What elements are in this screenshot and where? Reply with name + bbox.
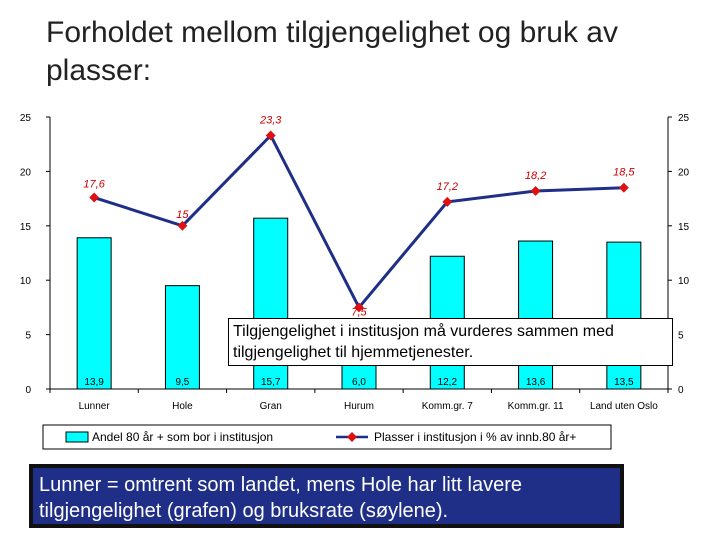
y-tick-label-left: 15	[19, 221, 31, 233]
bar	[607, 242, 641, 389]
line-value-label: 7,5	[351, 306, 367, 319]
y-tick-label-right: 10	[678, 276, 690, 288]
line-marker	[89, 193, 99, 203]
line-value-label: 17,2	[436, 180, 458, 193]
category-label: Land uten Oslo	[589, 401, 658, 412]
y-tick-label-left: 0	[25, 385, 31, 396]
bar-value-label: 6,0	[352, 377, 366, 388]
summary-note: Lunner = omtrent som landet, mens Hole har litt lavere tilgjengelighet (grafen) og bruksrate (søylene).	[29, 464, 624, 528]
y-tick-label-right: 5	[678, 330, 684, 342]
category-label: Gran	[259, 401, 282, 412]
bar	[519, 241, 553, 389]
y-tick-label-right: 0	[678, 385, 684, 396]
category-label: Komm.gr. 11	[507, 401, 564, 412]
legend-label-line: Plasser i institusjon i % av innb.80 år+	[374, 430, 577, 444]
y-tick-label-left: 25	[19, 113, 31, 124]
y-tick-label-right: 20	[678, 167, 690, 179]
line-value-label: 17,6	[83, 178, 105, 191]
y-tick-label-left: 20	[19, 167, 31, 179]
line-value-label: 18,5	[613, 166, 635, 179]
chart	[18, 104, 704, 454]
callout-note: Tilgjengelighet i institusjon må vurderes sammen med tilgjengelighet til hjemmetjenester.	[228, 318, 673, 366]
bar-value-label: 13,6	[525, 377, 546, 388]
legend-label-bar: Andel 80 år + som bor i institusjon	[92, 430, 274, 444]
bar-value-label: 9,5	[175, 377, 190, 388]
bar-value-label: 13,9	[84, 377, 104, 388]
category-label: Komm.gr. 7	[421, 401, 473, 412]
slide-title: Forholdet mellom tilgjengelighet og bruk av plasser:	[46, 16, 618, 87]
legend-swatch-bar	[66, 432, 88, 442]
bar-value-label: 12,2	[437, 377, 458, 388]
line-marker	[619, 183, 629, 193]
line-value-label: 15	[176, 208, 189, 221]
category-label: Lunner	[78, 401, 110, 412]
bar	[165, 286, 199, 389]
y-tick-label-right: 15	[678, 221, 690, 233]
line-value-label: 18,2	[524, 169, 547, 182]
bar-value-label: 13,5	[614, 377, 634, 388]
line-marker	[531, 186, 541, 196]
bar-value-label: 15,7	[260, 377, 281, 388]
chart-svg	[18, 104, 704, 454]
bar	[77, 238, 111, 389]
y-tick-label-right: 25	[678, 113, 690, 124]
line-value-label: 23,3	[260, 114, 282, 127]
y-tick-label-left: 10	[19, 276, 31, 288]
category-label: Hole	[172, 401, 193, 412]
category-label: Hurum	[343, 401, 375, 412]
y-tick-label-left: 5	[25, 330, 31, 342]
